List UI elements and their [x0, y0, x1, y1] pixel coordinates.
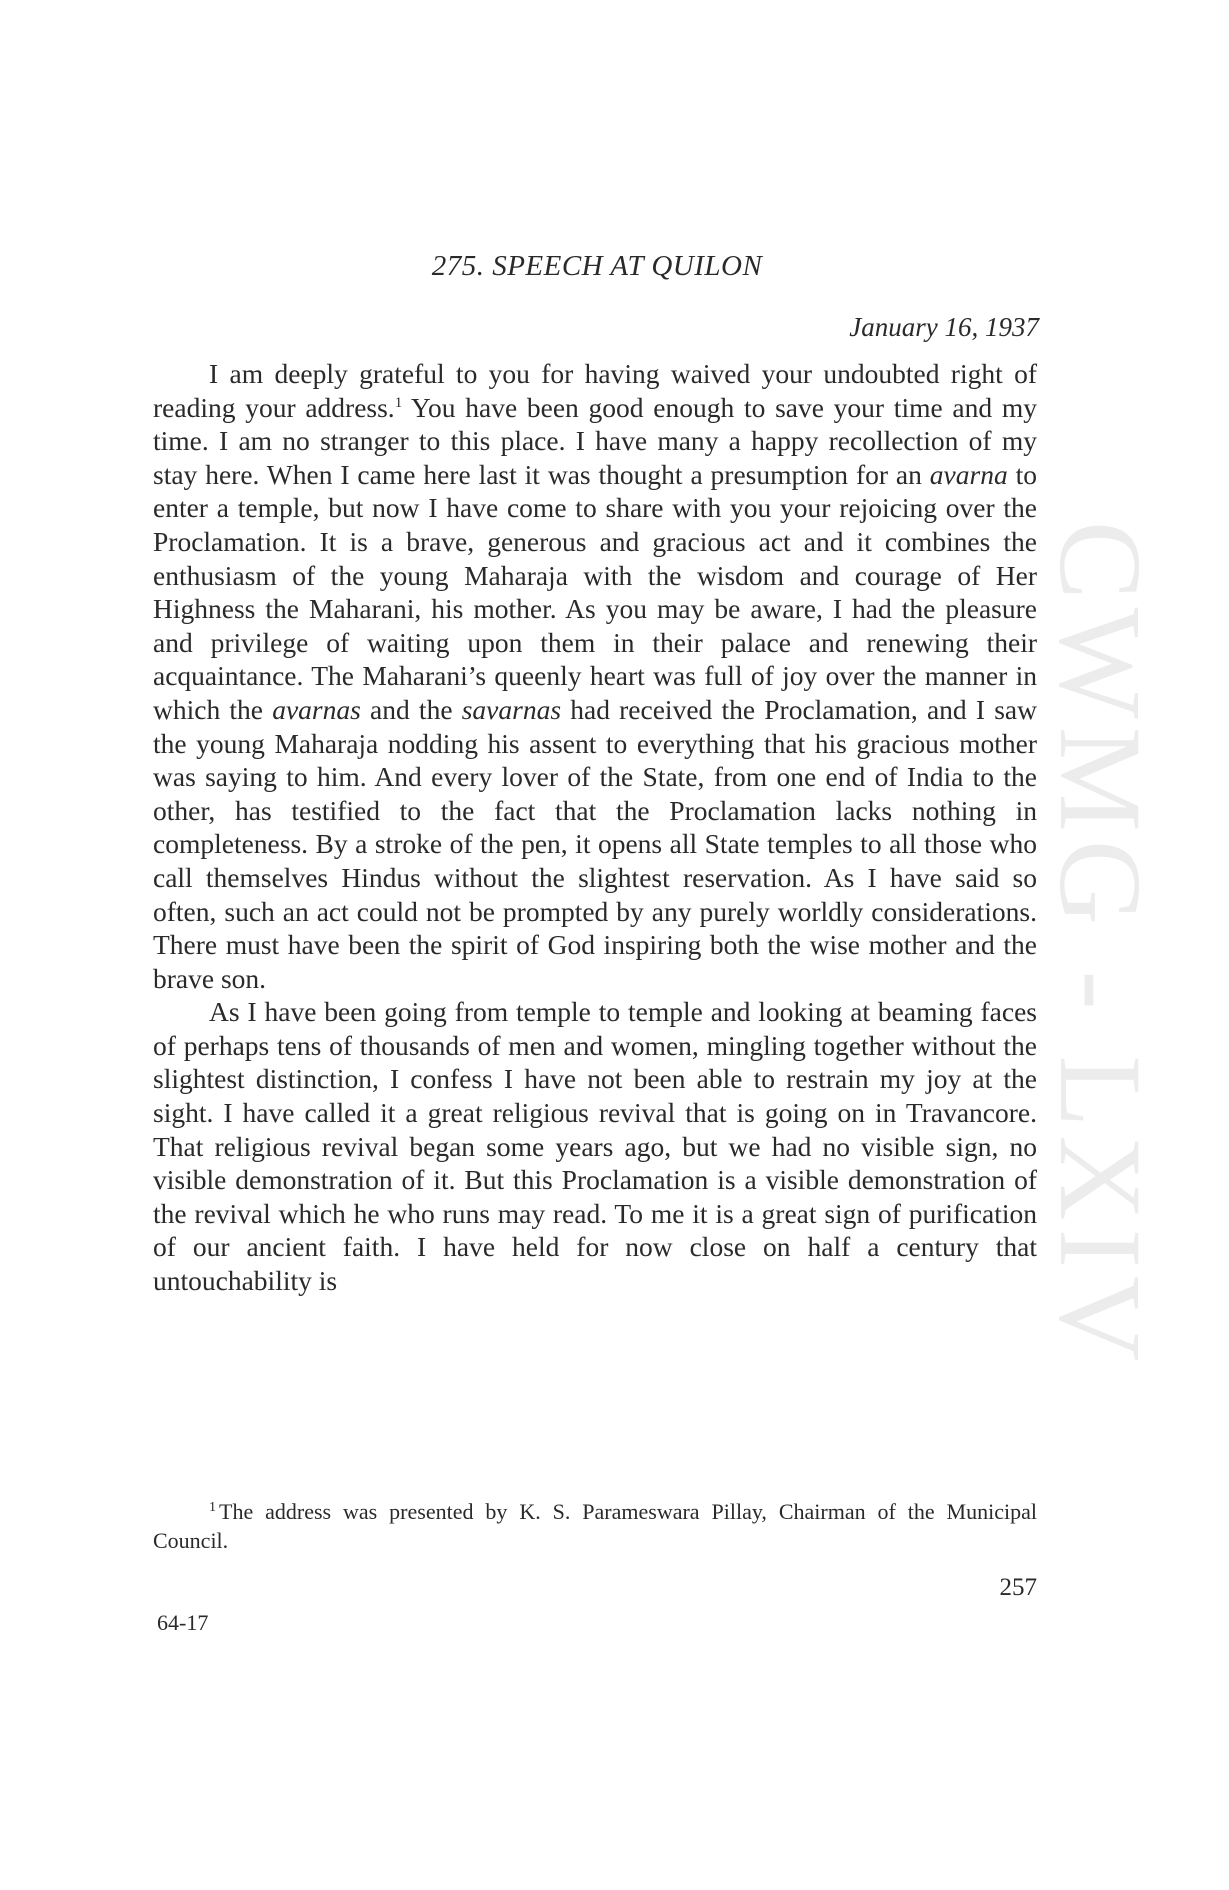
footnote: 1 The address was presented by K. S. Parameswara Pillay, Chairman of the Municipal Council. — [153, 1499, 1037, 1553]
page-number: 257 — [999, 1574, 1037, 1601]
printer-signature: 64-17 — [157, 1610, 209, 1635]
paragraph-1-part-d: and the — [360, 693, 462, 725]
footnote-text: The address was presented by K. S. Parameswara Pillay, Chairman of the Municipal Council. — [153, 1499, 1037, 1553]
section-title: 275. SPEECH AT QUILON — [431, 250, 763, 282]
footnote-reference: 1 — [394, 394, 403, 411]
paragraph-1-part-a: I am deeply grateful to you for having waived your undoubted right of reading your address. — [153, 358, 1037, 423]
term-savarnas: savarnas — [461, 693, 562, 725]
paragraph-2: As I have been going from temple to temple and looking at beaming faces of perhaps tens of thousands of men and women, mingling together without the slightest distinction, I confess I have not been able to restrain my joy at the sight. I have called it a great religious revival that is going on in Travancore. That religious revival began some years ago, but we had no visible sign, no visible demonstration of it. But this Proclamation is a visible demonstration of the revival which he who runs may read. To me it is a great sign of purification of our ancient faith. I have held for now close on half a century that untouchability is — [153, 996, 1037, 1297]
body-text — [153, 357, 1037, 1298]
paragraph-1-part-c: to enter a temple, but now I have come to share with you your rejoicing over the Proclamation. It is a brave, generous and gracious act and it combines the enthusiasm of the young Maharaja with the wisdom and courage of Her Highness the Maharani, his mother. As you may be aware, I had the pleasure and privilege of waiting upon them in their palace and renewing their acquaintance. The Maharani’s queenly heart was full of joy over the manner in which the — [153, 458, 1037, 725]
speech-date: January 16, 1937 — [849, 312, 1039, 342]
paragraph-1-part-e: had received the Proclamation, and I saw the young Maharaja nodding his assent to everything that his gracious mother was saying to him. And every lover of the State, from one end of India to the other, has testified to the fact that the Proclamation lacks nothing in completeness. By a stroke of the pen, it opens all State temples to all those who call themselves Hindus without the slightest reservation. As I have said so often, such an act could not be prompted by any purely worldly considerations. There must have been the spirit of God inspiring both the wise mother and the brave son. — [153, 693, 1037, 994]
term-avarnas: avarnas — [272, 693, 361, 725]
paragraph-1 — [153, 357, 1037, 995]
watermark — [1035, 455, 1167, 1435]
paragraph-1-part-b: You have been good enough to save your time and my time. I am no stranger to this place. I have many a happy recollection of my stay here. When I came here last it was thought a presumption for an — [153, 391, 1037, 490]
watermark-text: CWMG - LXIV — [1035, 520, 1167, 1370]
term-avarna: avarna — [929, 458, 1008, 490]
